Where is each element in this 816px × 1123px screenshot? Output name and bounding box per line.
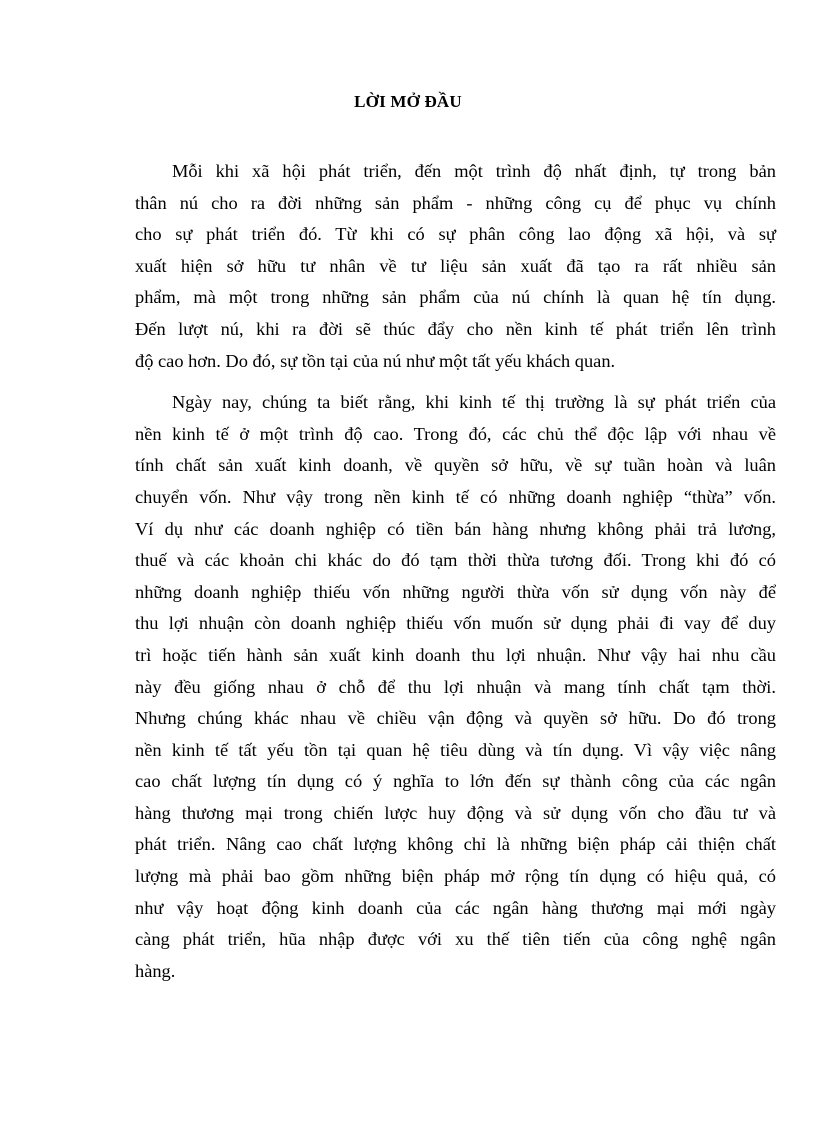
text-line: nền kinh tế tất yếu tồn tại quan hệ tiêu dùng và tín dụng. Vì vậy việc nâng	[135, 739, 776, 760]
text-line: càng phát triển, hũa nhập được với xu thế tiên tiến của công nghệ ngân	[135, 929, 776, 950]
text-line: lượng mà phải bao gồm những biện pháp mở rộng tín dụng có hiệu quả, có	[135, 866, 776, 887]
text-line: hàng.	[135, 960, 176, 981]
text-line: Ví dụ như các doanh nghiệp có tiền bán hàng nhưng không phải trả lương,	[135, 518, 776, 539]
text-line: độ cao hơn. Do đó, sự tồn tại của nú như một tất yếu khách quan.	[135, 350, 616, 371]
text-line: cho sự phát triển đó. Từ khi có sự phân công lao động xã hội, và sự	[135, 224, 776, 245]
text-line: thân nú cho ra đời những sản phẩm - những công cụ để phục vụ chính	[135, 192, 776, 213]
text-line: phẩm, mà một trong những sản phẩm của nú chính là quan hệ tín dụng.	[135, 287, 776, 308]
paragraph-1	[135, 156, 776, 377]
text-line: những doanh nghiệp thiếu vốn những người thừa vốn sử dụng vốn này để	[135, 581, 776, 602]
text-line: chuyển vốn. Như vậy trong nền kinh tế có những doanh nghiệp “thừa” vốn.	[135, 486, 776, 507]
page-title: LỜI MỞ ĐẦU	[354, 92, 462, 111]
text-line: xuất hiện sở hữu tư nhân về tư liệu sản xuất đã tạo ra rất nhiều sản	[135, 255, 776, 276]
paragraph-2	[135, 387, 776, 987]
text-line: trì hoặc tiến hành sản xuất kinh doanh thu lợi nhuận. Như vậy hai nhu cầu	[135, 644, 776, 665]
text-line: Đến lượt nú, khi ra đời sẽ thúc đẩy cho nền kinh tế phát triển lên trình	[135, 318, 776, 339]
text-line: như vậy hoạt động kinh doanh của các ngân hàng thương mại mới ngày	[135, 897, 776, 918]
text-line: nền kinh tế ở một trình độ cao. Trong đó, các chủ thể độc lập với nhau về	[135, 423, 776, 444]
text-line: hàng thương mại trong chiến lược huy động và sử dụng vốn cho đầu tư và	[135, 802, 776, 823]
text-line: Mỗi khi xã hội phát triển, đến một trình độ nhất định, tự trong bản	[172, 161, 776, 181]
text-line: thu lợi nhuận còn doanh nghiệp thiếu vốn muốn sử dụng phải đi vay để duy	[135, 613, 776, 634]
text-line: cao chất lượng tín dụng có ý nghĩa to lớn đến sự thành công của các ngân	[135, 771, 776, 792]
text-line: thuế và các khoản chi khác do đó tạm thời thừa tương đối. Trong khi đó có	[135, 550, 776, 571]
document-body	[135, 156, 776, 997]
text-line: Ngày nay, chúng ta biết rằng, khi kinh tế thị trường là sự phát triển của	[172, 392, 776, 413]
text-line: này đều giống nhau ở chỗ để thu lợi nhuận và mang tính chất tạm thời.	[135, 676, 776, 697]
text-line: Nhưng chúng khác nhau về chiều vận động và quyền sở hữu. Do đó trong	[135, 708, 776, 729]
text-line: phát triển. Nâng cao chất lượng không chỉ là những biện pháp cải thiện chất	[135, 834, 776, 855]
text-line: tính chất sản xuất kinh doanh, về quyền sở hữu, về sự tuần hoàn và luân	[135, 455, 776, 476]
